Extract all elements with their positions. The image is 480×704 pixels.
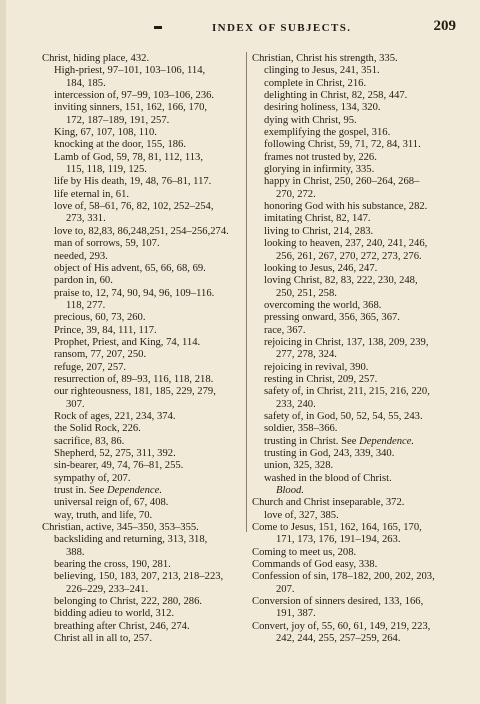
- index-entry-text: looking to Jesus, 246, 247.: [264, 262, 378, 274]
- index-entry: [252, 312, 458, 324]
- index-entry-text: Come to Jesus, 151, 162, 164, 165, 170,: [252, 522, 422, 534]
- index-entry: [252, 213, 458, 225]
- index-entry-text: 118, 277.: [66, 299, 106, 311]
- index-entry: [252, 349, 458, 361]
- index-entry-text: frames not trusted by, 226.: [264, 151, 377, 163]
- index-entry-text: 307.: [66, 398, 85, 410]
- index-entry: [42, 460, 244, 472]
- index-entry: [42, 325, 244, 337]
- index-entry-text: bidding adieu to world, 312.: [54, 608, 175, 620]
- index-entry: [42, 226, 244, 238]
- index-entry-text: clinging to Jesus, 241, 351.: [264, 65, 380, 77]
- index-entry: [252, 78, 458, 90]
- page-number: 209: [433, 18, 456, 34]
- index-entry: [252, 522, 458, 534]
- index-entry-text: life by His death, 19, 48, 76–81, 117.: [54, 176, 212, 188]
- index-entry: [42, 213, 244, 225]
- index-entry-text: Christ, hiding place, 432.: [42, 53, 150, 64]
- index-entry: [252, 115, 458, 127]
- index-entry-text: Rock of ages, 221, 234, 374.: [54, 410, 176, 422]
- index-entry: [252, 152, 458, 164]
- index-entry-text: love of, 58–61, 76, 82, 102, 252–254,: [54, 201, 214, 213]
- index-entry: [42, 571, 244, 583]
- index-entry-text: 270, 272.: [276, 188, 316, 200]
- index-entry-text: Prophet, Priest, and King, 74, 114.: [54, 336, 201, 348]
- index-entry-text: our righteousness, 181, 185, 229, 279,: [54, 386, 216, 398]
- index-entry: [252, 596, 458, 608]
- index-entry: [42, 251, 244, 263]
- index-entry-text: 250, 251, 258.: [276, 287, 337, 299]
- index-entry-text: praise to, 12, 74, 90, 94, 96, 109–116.: [54, 287, 215, 299]
- index-entry-text: Commands of God easy, 338.: [252, 559, 378, 571]
- header-title: INDEX OF SUBJECTS.: [212, 22, 352, 34]
- index-entry: [252, 337, 458, 349]
- index-entry-text: 256, 261, 267, 270, 272, 273, 276.: [276, 250, 422, 262]
- index-entry: [42, 139, 244, 151]
- column-divider: [246, 52, 247, 532]
- index-entry-text: race, 367.: [264, 324, 306, 336]
- index-entry-text: backsliding and returning, 313, 318,: [54, 534, 208, 546]
- index-entry-text: ransom, 77, 207, 250.: [54, 349, 147, 361]
- index-entry: [42, 115, 244, 127]
- index-entry-text: breathing after Christ, 246, 274.: [54, 620, 190, 632]
- index-entry-text: High-priest, 97–101, 103–106, 114,: [54, 65, 206, 77]
- index-entry-text: 388.: [66, 546, 85, 558]
- index-entry-text: Church and Christ inseparable, 372.: [252, 497, 405, 509]
- index-entry-text: overcoming the world, 368.: [264, 299, 382, 311]
- index-entry: [42, 238, 244, 250]
- index-entry-text: the Solid Rock, 226.: [54, 423, 141, 435]
- index-entry-text: rejoicing in revival, 390.: [264, 361, 369, 373]
- index-entry-text: imitating Christ, 82, 147.: [264, 213, 371, 225]
- index-entry: [42, 534, 244, 546]
- index-entry: [252, 621, 458, 633]
- index-entry-text: Christian, active, 345–350, 353–355.: [42, 522, 199, 534]
- index-entry-text: honoring God with his substance, 282.: [264, 201, 428, 213]
- index-entry: [252, 473, 458, 485]
- index-entry-text: glorying in infirmity, 335.: [264, 164, 375, 176]
- index-entry-text: needed, 293.: [54, 250, 108, 262]
- index-entry: [42, 189, 244, 201]
- index-entry: [252, 386, 458, 398]
- index-entry: [252, 263, 458, 275]
- index-entry-text: washed in the blood of Christ.: [264, 472, 392, 484]
- index-entry-text: Convert, joy of, 55, 60, 61, 149, 219, 223,: [252, 620, 431, 632]
- index-entry-text: trusting in God, 243, 339, 340.: [264, 448, 395, 459]
- index-entry-text: Shepherd, 52, 275, 311, 392.: [54, 448, 176, 459]
- index-entry-text: safety of, in God, 50, 52, 54, 55, 243.: [264, 410, 423, 422]
- index-entry-text: universal reign of, 67, 408.: [54, 497, 169, 509]
- index-entry: [252, 127, 458, 139]
- index-entry: [42, 399, 244, 411]
- index-entry: [42, 621, 244, 633]
- index-entry: [252, 251, 458, 263]
- index-entry-text: resting in Christ, 209, 257.: [264, 373, 378, 385]
- index-entry-text: bearing the cross, 190, 281.: [54, 559, 171, 571]
- running-header: [36, 20, 456, 40]
- index-entry-text: soldier, 358–366.: [264, 423, 338, 435]
- index-column-right: [252, 53, 458, 646]
- page-edge-shadow: [0, 0, 6, 704]
- index-entry-text: happy in Christ, 250, 260–264, 268–: [264, 176, 420, 188]
- index-entry-text: Prince, 39, 84, 111, 117.: [54, 324, 157, 336]
- index-entry: [42, 65, 244, 77]
- index-entry: [252, 374, 458, 386]
- index-entry: [252, 189, 458, 201]
- index-entry-text: rejoicing in Christ, 137, 138, 209, 239,: [264, 336, 429, 348]
- index-entry-text: 242, 244, 255, 257–259, 264.: [276, 633, 401, 645]
- index-entry: [252, 65, 458, 77]
- index-entry-text: inviting sinners, 151, 162, 166, 170,: [54, 102, 208, 114]
- index-entry: [42, 473, 244, 485]
- index-entry: [252, 411, 458, 423]
- index-entry: [252, 497, 458, 509]
- index-entry-text: 184, 185.: [66, 77, 106, 89]
- index-entry-text: Christ all in all to, 257.: [54, 633, 152, 645]
- index-entry-text: pardon in, 60.: [54, 275, 113, 287]
- index-entry-text: love of, 327, 385.: [264, 509, 339, 521]
- index-entry: [252, 559, 458, 571]
- index-entry-text: love to, 82,83, 86,248,251, 254–256,274.: [54, 225, 229, 237]
- index-entry-text: King, 67, 107, 108, 110.: [54, 127, 157, 139]
- index-entry-text: dying with Christ, 95.: [264, 114, 357, 126]
- index-entry: [42, 288, 244, 300]
- index-entry: [252, 534, 458, 546]
- index-entry-text: trust in. See: [54, 485, 107, 497]
- index-entry: [42, 127, 244, 139]
- index-entry-text: 226–229, 233–241.: [66, 583, 149, 595]
- index-entry-text: complete in Christ, 216.: [264, 77, 367, 89]
- index-entry: [252, 164, 458, 176]
- index-entry: [42, 448, 244, 460]
- index-entry: [42, 102, 244, 114]
- index-entry: [42, 90, 244, 102]
- index-entry-text: following Christ, 59, 71, 72, 84, 311.: [264, 139, 421, 151]
- index-entry: [252, 275, 458, 287]
- index-entry: [252, 448, 458, 460]
- index-entry: [42, 411, 244, 423]
- index-entry: [42, 263, 244, 275]
- index-entry-text: resurrection of, 89–93, 116, 118, 218.: [54, 373, 214, 385]
- index-entry: [42, 510, 244, 522]
- index-entry-text: sacrifice, 83, 86.: [54, 435, 125, 447]
- index-entry-text: 172, 187–189, 191, 257.: [66, 114, 170, 126]
- index-entry: [252, 485, 458, 497]
- index-entry: [42, 201, 244, 213]
- index-entry: [252, 633, 458, 645]
- index-entry: [252, 571, 458, 583]
- index-entry: [252, 226, 458, 238]
- index-entry-text: safety of, in Christ, 211, 215, 216, 220,: [264, 386, 430, 398]
- index-entry-text: 191, 387.: [276, 608, 316, 620]
- index-column-left: [42, 53, 244, 646]
- index-entry: [42, 275, 244, 287]
- index-entry: [252, 288, 458, 300]
- index-entry-text: Conversion of sinners desired, 133, 166,: [252, 596, 424, 608]
- index-entry-text: knocking at the door, 155, 186.: [54, 139, 186, 151]
- index-entry: [252, 201, 458, 213]
- index-entry-text: Lamb of God, 59, 78, 81, 112, 113,: [54, 151, 203, 163]
- index-entry-text: 277, 278, 324.: [276, 349, 337, 361]
- index-entry: [252, 399, 458, 411]
- index-entry-text: believing, 150, 183, 207, 213, 218–223,: [54, 571, 224, 583]
- index-entry: [252, 53, 458, 65]
- index-entry-text: refuge, 207, 257.: [54, 361, 127, 373]
- index-entry: [42, 362, 244, 374]
- index-entry: [42, 559, 244, 571]
- index-entry: [42, 633, 244, 645]
- index-entry: [252, 460, 458, 472]
- index-entry-text: loving Christ, 82, 83, 222, 230, 248,: [264, 275, 418, 287]
- index-entry-text: Confession of sin, 178–182, 200, 202, 203,: [252, 571, 435, 583]
- cross-reference: Dependence.: [106, 485, 162, 497]
- index-entry-text: trusting in Christ. See: [264, 435, 360, 447]
- index-entry-text: object of His advent, 65, 66, 68, 69.: [54, 262, 206, 274]
- index-entry: [42, 584, 244, 596]
- index-entry: [42, 337, 244, 349]
- index-entry: [42, 374, 244, 386]
- index-entry-text: 207.: [276, 583, 295, 595]
- index-entry: [42, 497, 244, 509]
- index-entry-text: sympathy of, 207.: [54, 472, 131, 484]
- index-entry-text: precious, 60, 73, 260.: [54, 312, 146, 324]
- index-entry-text: sin-bearer, 49, 74, 76–81, 255.: [54, 460, 184, 472]
- index-entry-text: pressing onward, 356, 365, 367.: [264, 312, 400, 324]
- index-entry-text: intercession of, 97–99, 103–106, 236.: [54, 90, 215, 102]
- index-entry-text: Coming to meet us, 208.: [252, 546, 357, 558]
- index-entry-text: belonging to Christ, 222, 280, 286.: [54, 596, 203, 608]
- index-entry-text: 233, 240.: [276, 398, 316, 410]
- cross-reference: Blood.: [276, 485, 304, 497]
- index-entry-text: life eternal in, 61.: [54, 188, 130, 200]
- index-entry: [42, 349, 244, 361]
- index-entry: [42, 300, 244, 312]
- index-entry-text: delighting in Christ, 82, 258, 447.: [264, 90, 408, 102]
- index-entry: [42, 386, 244, 398]
- index-entry: [42, 596, 244, 608]
- index-entry-text: way, truth, and life, 70.: [54, 509, 153, 521]
- index-entry: [252, 139, 458, 151]
- index-entry: [42, 78, 244, 90]
- index-entry: [42, 53, 244, 65]
- index-entry: [42, 423, 244, 435]
- index-entry: [252, 584, 458, 596]
- index-entry: [42, 312, 244, 324]
- index-entry: [252, 102, 458, 114]
- index-entry: [42, 436, 244, 448]
- index-entry-text: desiring holiness, 134, 320.: [264, 102, 381, 114]
- index-entry: [252, 238, 458, 250]
- index-entry-text: looking to heaven, 237, 240, 241, 246,: [264, 238, 428, 250]
- index-entry-text: 115, 118, 119, 125.: [66, 164, 147, 176]
- index-entry-text: man of sorrows, 59, 107.: [54, 238, 160, 250]
- index-entry: [252, 423, 458, 435]
- index-entry: [42, 164, 244, 176]
- index-entry: [252, 436, 458, 448]
- index-entry-text: exemplifying the gospel, 316.: [264, 127, 391, 139]
- index-entry: [252, 90, 458, 102]
- index-entry-text: 171, 173, 176, 191–194, 263.: [276, 534, 401, 546]
- index-entry: [252, 547, 458, 559]
- index-entry: [42, 152, 244, 164]
- index-entry: [252, 325, 458, 337]
- index-entry: [42, 176, 244, 188]
- index-entry: [42, 547, 244, 559]
- index-entry: [252, 608, 458, 620]
- index-entry: [252, 362, 458, 374]
- index-entry: [252, 510, 458, 522]
- index-entry: [42, 522, 244, 534]
- index-entry-text: living to Christ, 214, 283.: [264, 225, 374, 237]
- header-ornament: [154, 26, 162, 29]
- index-entry: [252, 300, 458, 312]
- index-entry: [42, 485, 244, 497]
- index-entry-text: union, 325, 328.: [264, 460, 334, 472]
- index-entry-text: Christian, Christ his strength, 335.: [252, 53, 398, 64]
- index-entry: [252, 176, 458, 188]
- index-entry-text: 273, 331.: [66, 213, 106, 225]
- cross-reference: Dependence.: [359, 435, 415, 447]
- index-entry: [42, 608, 244, 620]
